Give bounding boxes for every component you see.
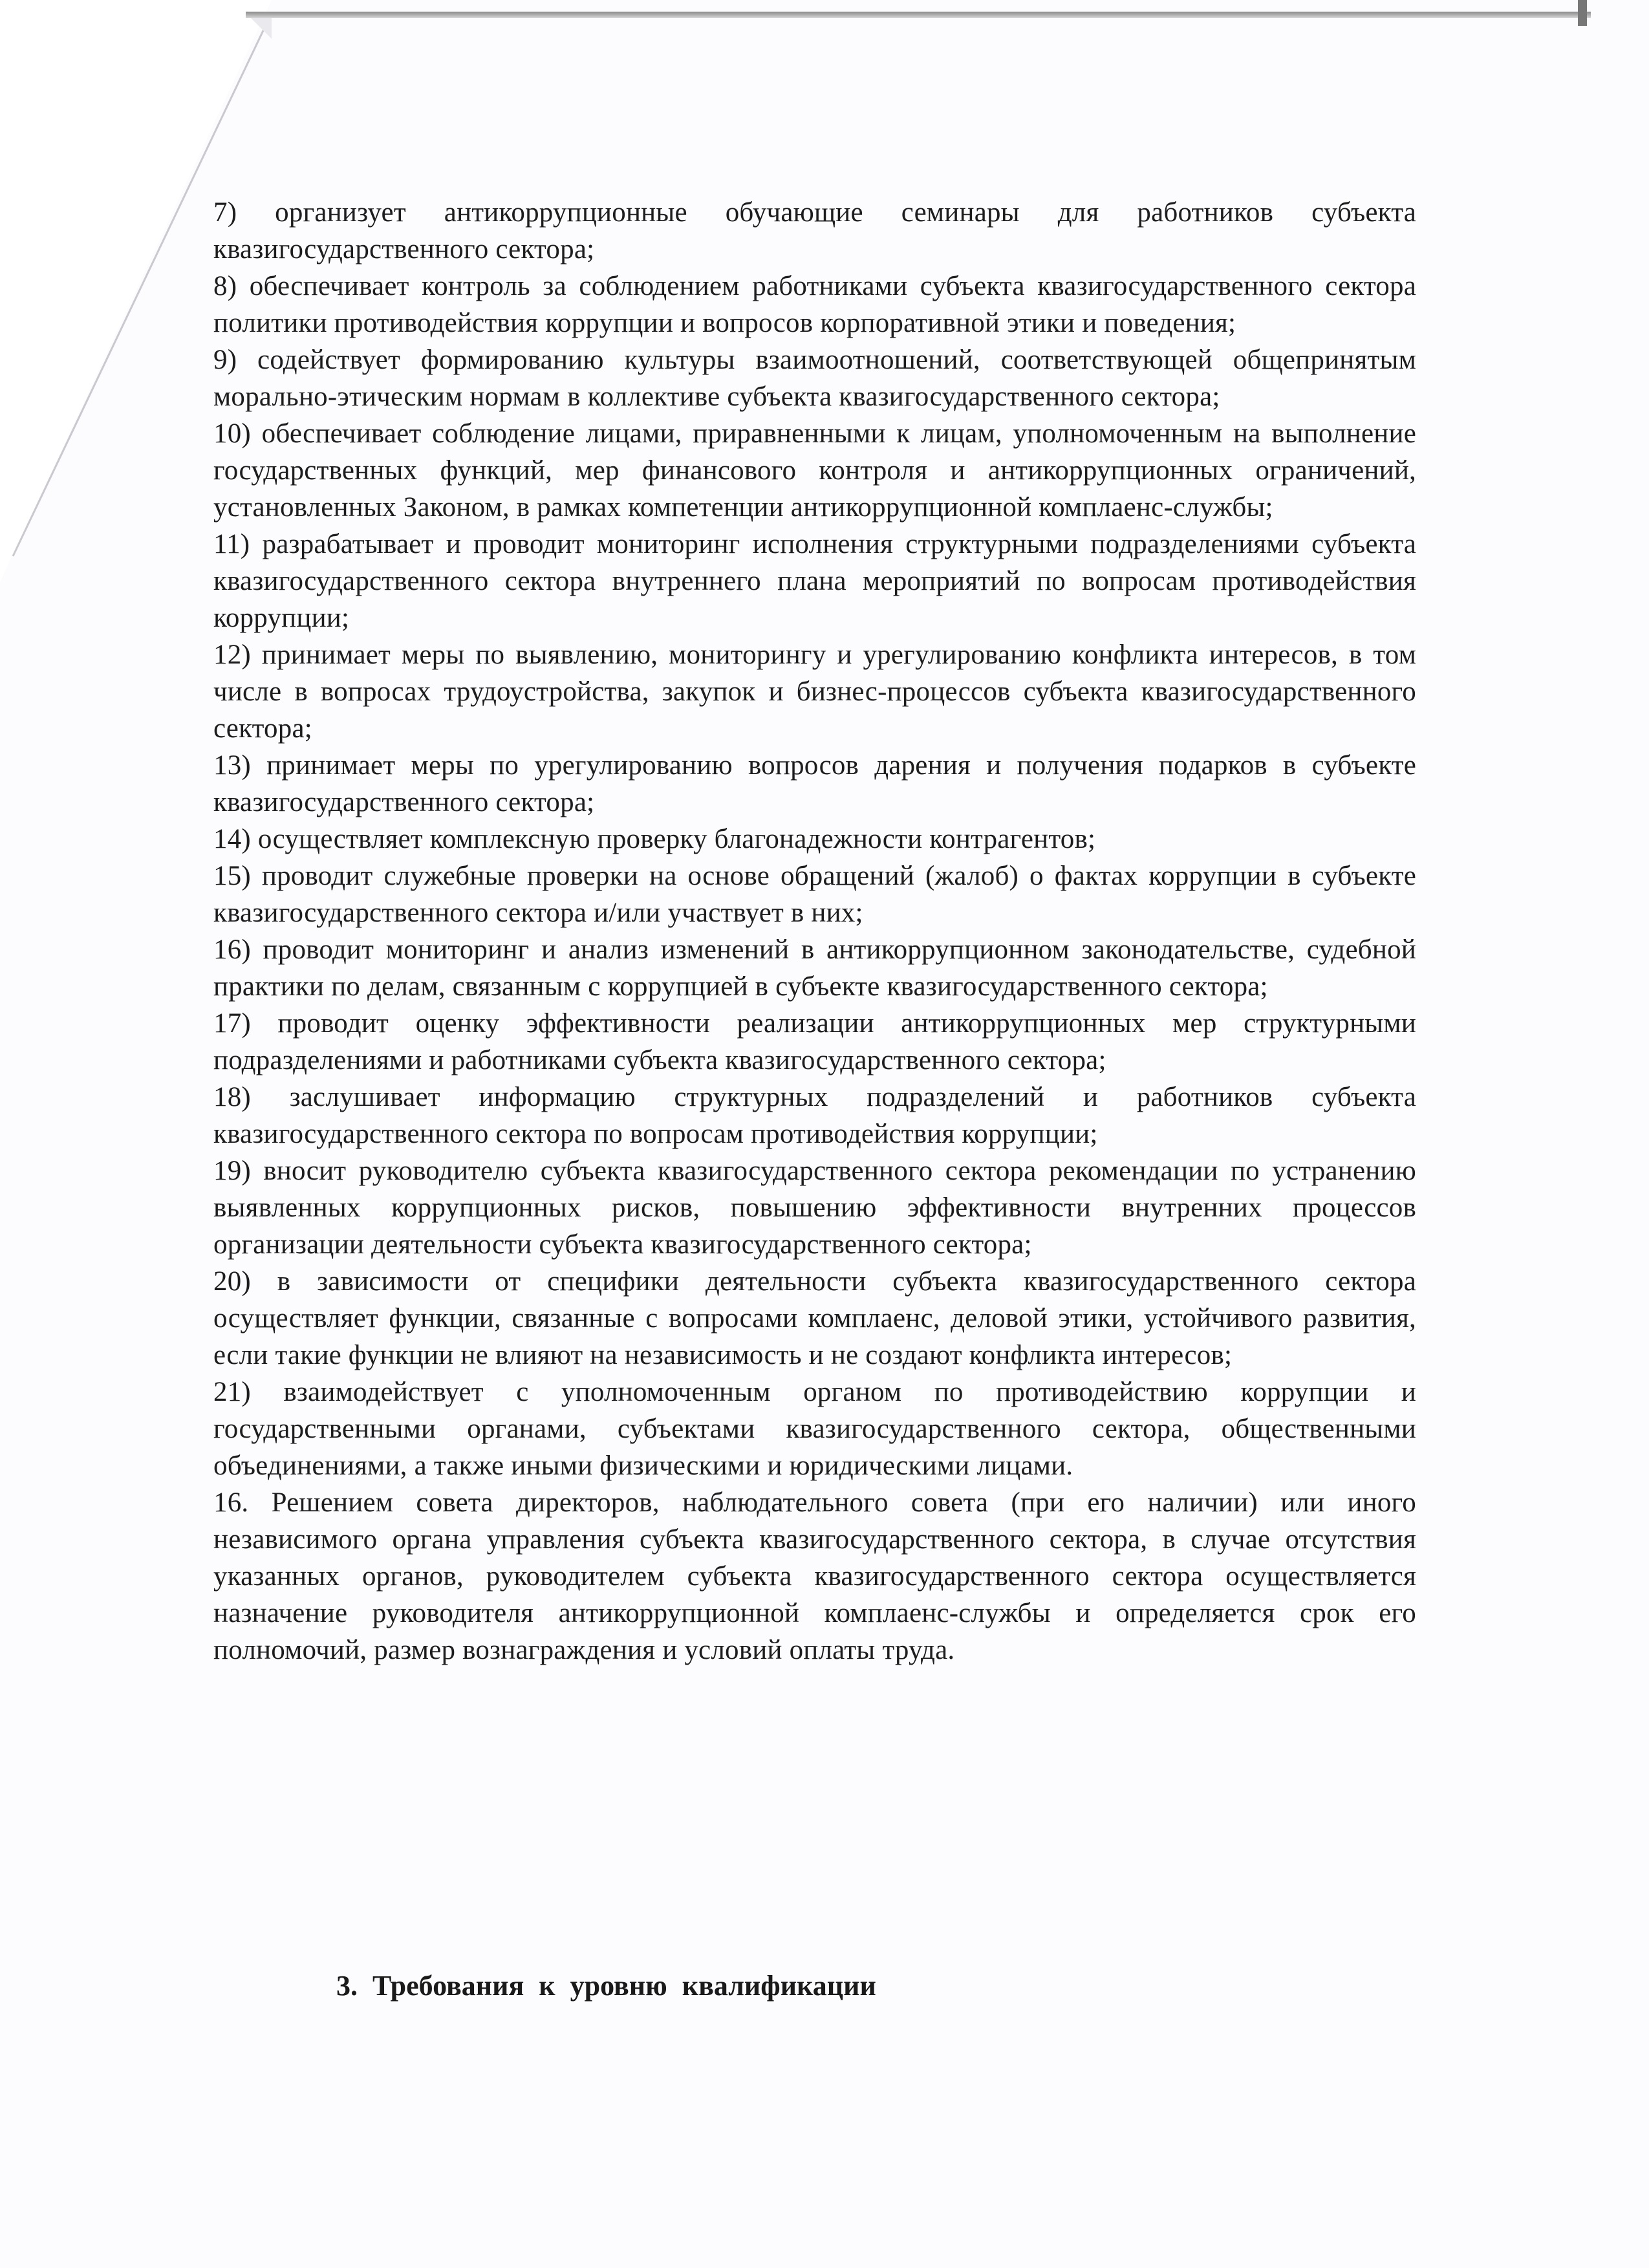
list-item-10: 10) обеспечивает соблюдение лицами, приравненными к лицам, уполномоченным на выполнение государственных функций, мер финансового контроля и антикоррупционных ограничений, установленных Законом, в рамках компетенции антикоррупционной комплаенс-службы; [213,418,1416,523]
scan-right-edge [1578,0,1587,26]
list-item-8: 8) обеспечивает контроль за соблюдением работниками субъекта квазигосударственного сектора политики противодействия коррупции и вопросов корпоративной этики и поведения; [213,271,1416,338]
document-body [213,194,1416,1669]
list-item-18: 18) заслушивает информацию структурных подразделений и работников субъекта квазигосударственного сектора по вопросам противодействия коррупции; [213,1082,1416,1149]
list-item-16: 16) проводит мониторинг и анализ изменений в антикоррупционном законодательстве, судебной практики по делам, связанным с коррупцией в субъекте квазигосударственного сектора; [213,934,1416,1002]
list-item-17: 17) проводит оценку эффективности реализации антикоррупционных мер структурными подразделениями и работниками субъекта квазигосударственного сектора; [213,1008,1416,1075]
list-item-7: 7) организует антикоррупционные обучающие семинары для работников субъекта квазигосударственного сектора; [213,197,1416,265]
list-item-19: 19) вносит руководителю субъекта квазигосударственного сектора рекомендации по устранению выявленных коррупционных рисков, повышению эффективности внутренних процессов организации деятельности субъекта квазигосударственного сектора; [213,1156,1416,1260]
list-item-20: 20) в зависимости от специфики деятельности субъекта квазигосударственного сектора осуществляет функции, связанные с вопросами комплаенс, деловой этики, устойчивого развития, если такие функции не влияют на независимость и не создают конфликта интересов; [213,1266,1416,1370]
list-item-9: 9) содействует формированию культуры взаимоотношений, соответствующей общепринятым морально-этическим нормам в коллективе субъекта квазигосударственного сектора; [213,345,1416,412]
clause-16: 16. Решением совета директоров, наблюдательного совета (при его наличии) или иного независимого органа управления субъекта квазигосударственного сектора, в случае отсутствия указанных органов, руководителем субъекта квазигосударственного сектора осуществляется назначение руководителя антикоррупционной комплаенс-службы и определяется срок его полномочий, размер вознаграждения и условий оплаты труда. [213,1487,1416,1665]
section-heading: 3. Требования к уровню квалификации [336,1970,876,2002]
list-item-12: 12) принимает меры по выявлению, мониторингу и урегулированию конфликта интересов, в том числе в вопросах трудоустройства, закупок и бизнес-процессов субъекта квазигосударственного сектора; [213,640,1416,744]
list-item-11: 11) разрабатывает и проводит мониторинг исполнения структурными подразделениями субъекта квазигосударственного сектора внутреннего плана мероприятий по вопросам противодействия коррупции; [213,529,1416,633]
list-item-14: 14) осуществляет комплексную проверку благонадежности контрагентов; [213,824,1096,854]
scan-top-edge [246,12,1591,18]
list-item-15: 15) проводит служебные проверки на основе обращений (жалоб) о фактах коррупции в субъекте квазигосударственного сектора и/или участвует в них; [213,861,1416,928]
list-item-21: 21) взаимодействует с уполномоченным органом по противодействию коррупции и государственными органами, субъектами квазигосударственного сектора, общественными объединениями, а также иными физическими и юридическими лицами. [213,1377,1416,1481]
list-item-13: 13) принимает меры по урегулированию вопросов дарения и получения подарков в субъекте квазигосударственного сектора; [213,750,1416,817]
